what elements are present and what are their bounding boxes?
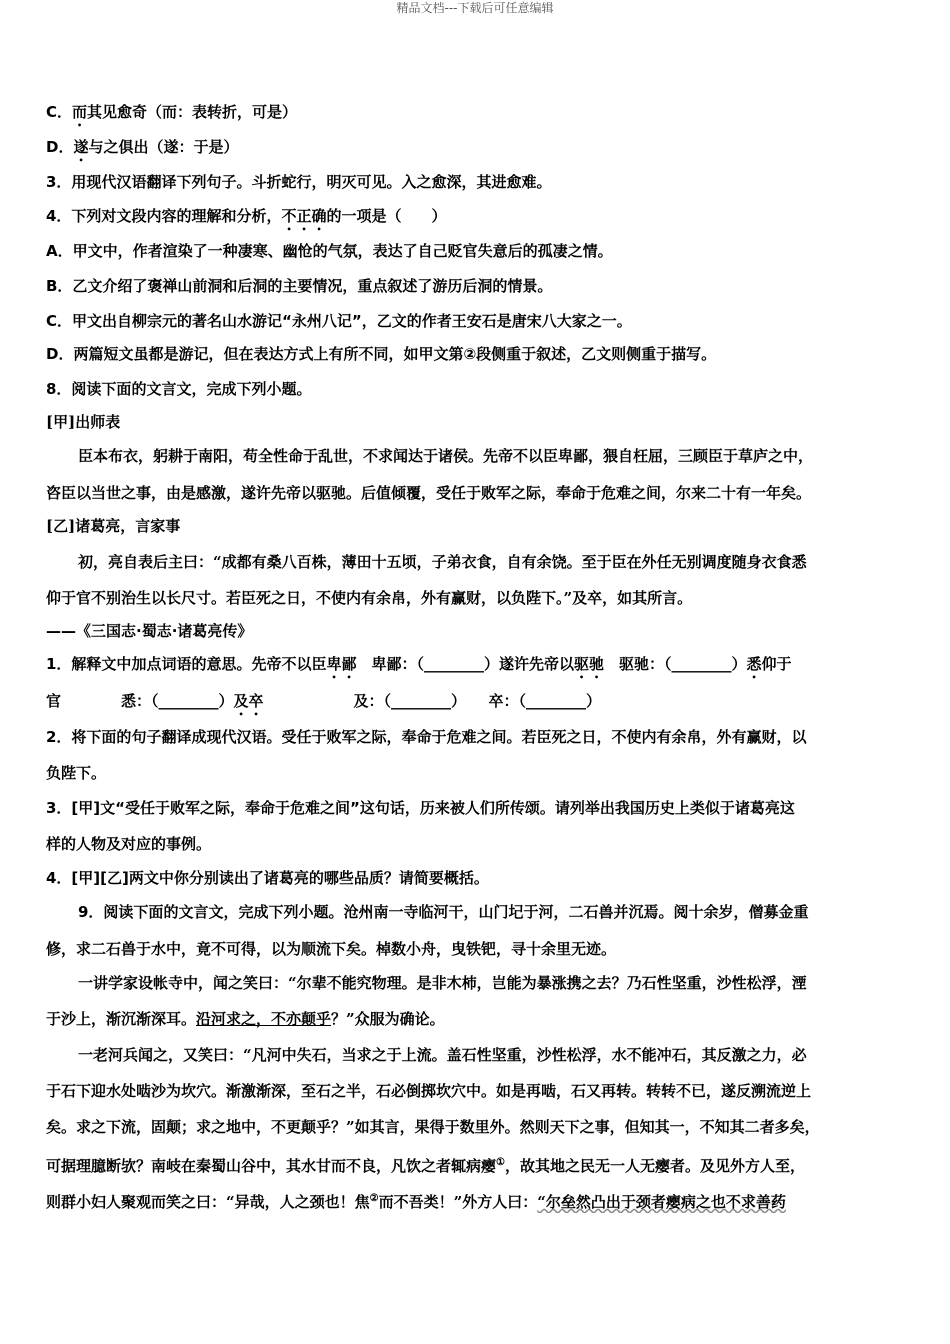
dotted-word: 悉 — [746, 655, 762, 673]
dotted-word: 卒 — [248, 692, 264, 710]
passage-line: 一讲学家设帐寺中，闻之笑曰：“尔辈不能究物理。是非木杮，岂能为暴涨携之去？乃石性坚重，沙性松浮，湮 — [78, 974, 807, 992]
text-a-title: [甲]出师表 — [46, 413, 121, 431]
option-a-line: A．甲文中，作者渲染了一种凄寒、幽怆的气氛，表达了自己贬官失意后的孤凄之情。 — [46, 242, 613, 260]
question-4b-line: 4．[甲][乙]两文中你分别读出了诸葛亮的哪些品质？请简要概括。 — [46, 869, 489, 887]
dotted-word: 及 — [233, 692, 249, 710]
passage-text: 则群小妇人聚观而笑之曰：“异哉，人之颈也！焦 — [46, 1193, 370, 1211]
passage-text: 可据理臆断欤？南岐在秦蜀山谷中，其水甘而不良，凡饮之者辄病瘿 — [46, 1157, 497, 1175]
passage-line — [46, 1188, 906, 1213]
underlined-sentence: 沿河求之，不亦颠乎 — [196, 1010, 332, 1028]
option-d2-line: D．两篇短文虽都是游记，但在表达方式上有所不同，如甲文第②段侧重于叙述，乙文则侧重于描写。 — [46, 345, 717, 363]
option-text: 与之俱出（遂：于是） — [88, 138, 239, 156]
option-text: 其见愈奇（而：表转折，可是） — [87, 103, 298, 121]
option-label: D． — [46, 138, 74, 156]
option-b-line: B．乙文介绍了褒禅山前洞和后洞的主要情况，重点叙述了游历后洞的情景。 — [46, 277, 553, 295]
question-2-line-2: 负陛下。 — [46, 764, 107, 782]
text-b-title: [乙]诸葛亮，言家事 — [46, 517, 181, 535]
question-3-line: 3．用现代汉语翻译下列句子。斗折蛇行，明灭可见。入之愈深，其进愈难。 — [46, 173, 552, 191]
option-label: C． — [46, 103, 73, 121]
question-text: 官 悉：（________） — [46, 692, 234, 710]
question-3b-line: 3．[甲]文“受任于败军之际，奉命于危难之间”这句话，历来被人们所传颂。请列举出我国历史上类似于诸葛亮这 — [46, 799, 795, 817]
text-a-line: 咨臣以当世之事，由是感激，遂许先帝以驱驰。后值倾覆，受任于败军之际，奉命于危难之间，尔来二十有一年矣。 — [46, 484, 812, 502]
passage-text: 而不吾类！”外方人曰： — [378, 1193, 538, 1211]
question-text: 驱驰：（________） — [604, 655, 747, 673]
dotted-word: 而 — [72, 103, 88, 121]
passage-text: 沧州南一寺临河干，山门圮于河，二石兽并沉焉。阅十余岁，僧募金重 — [343, 903, 809, 921]
question-4-line — [46, 205, 906, 234]
dotted-word: 卑鄙 — [326, 655, 357, 673]
passage-text: 于沙上，渐沉渐深耳。 — [46, 1010, 197, 1028]
passage-line: 修，求二石兽于水中，竟不可得，以为顺流下矣。棹数小舟，曳铁钯，寻十余里无迹。 — [46, 940, 617, 958]
section-9-line — [78, 901, 906, 923]
question-1-line — [46, 653, 906, 682]
question-text: 的一项是（ ） — [326, 207, 447, 225]
passage-text: ，故其地之民无一人无瘿者。及见外方人至， — [504, 1157, 805, 1175]
question-text: 4．下列对文段内容的理解和分析， — [46, 207, 282, 225]
passage-line — [46, 1152, 906, 1177]
text-a-line: 臣本布衣，躬耕于南阳，苟全性命于乱世，不求闻达于诸侯。先帝不以臣卑鄙，猥自枉屈，三顾臣于草庐之中， — [78, 447, 814, 465]
text-b-line: 仰于官不别治生以长尺寸。若臣死之日，不使内有余帛，外有赢财，以负陛下。”及卒，如其所言。 — [46, 589, 693, 607]
source-citation: ——《三国志·蜀志·诸葛亮传》 — [46, 622, 253, 640]
passage-line: 矣。求之下流，固颠；求之地中，不更颠乎？”如其言，果得于数里外。然则天下之事，但知其一，不知其二者多矣， — [46, 1118, 820, 1136]
question-text: 及：（________） 卒：（________） — [263, 692, 602, 710]
question-2-line: 2．将下面的句子翻译成现代汉语。受任于败军之际，奉命于危难之间。若臣死之日，不使内有余帛，外有赢财，以 — [46, 728, 807, 746]
option-c2-line: C．甲文出自柳宗元的著名山水游记“永州八记”，乙文的作者王安石是唐宋八大家之一。 — [46, 312, 632, 330]
dotted-word: 驱驰 — [573, 655, 604, 673]
footnote-marker: ② — [369, 1193, 379, 1204]
passage-line — [46, 1008, 906, 1030]
dotted-word: 不正确 — [281, 207, 327, 225]
section-8-title: 8．阅读下面的文言文，完成下列小题。 — [46, 380, 312, 398]
passage-line: 一老河兵闻之，又笑曰：“凡河中失石，当求之于上流。盖石性坚重，沙性松浮，水不能冲石，其反激之力，必 — [78, 1046, 807, 1064]
question-3b-line-2: 样的人物及对应的事例。 — [46, 835, 212, 853]
question-1-line-2 — [46, 690, 906, 719]
text-b-line: 初，亮自表后主曰：“成都有桑八百株，薄田十五顷，子弟衣食，自有余饶。至于臣在外任无别调度随身衣食悉 — [78, 553, 807, 571]
section-9-title: 9．阅读下面的文言文，完成下列小题。 — [78, 903, 344, 921]
question-text: 卑鄙：（________）遂许先帝以 — [356, 655, 574, 673]
wavy-underlined-sentence: “尔垒然凸出于颈者瘿病之也不求善药 — [537, 1193, 786, 1211]
option-d-line — [46, 136, 906, 165]
passage-line: 于石下迎水处啮沙为坎穴。渐激渐深，至石之半，石必倒掷坎穴中。如是再啮，石又再转。转转不已，遂反溯流逆上 — [46, 1082, 812, 1100]
page-header: 精品文档---下载后可任意编辑 — [396, 1, 554, 15]
question-text: 仰于 — [761, 655, 792, 673]
dotted-word: 遂 — [73, 138, 89, 156]
passage-text: ？”众服为确论。 — [331, 1010, 445, 1028]
option-c-line — [46, 101, 906, 130]
footnote-marker: ① — [496, 1157, 505, 1168]
question-text: 1．解释文中加点词语的意思。先帝不以臣 — [46, 655, 327, 673]
